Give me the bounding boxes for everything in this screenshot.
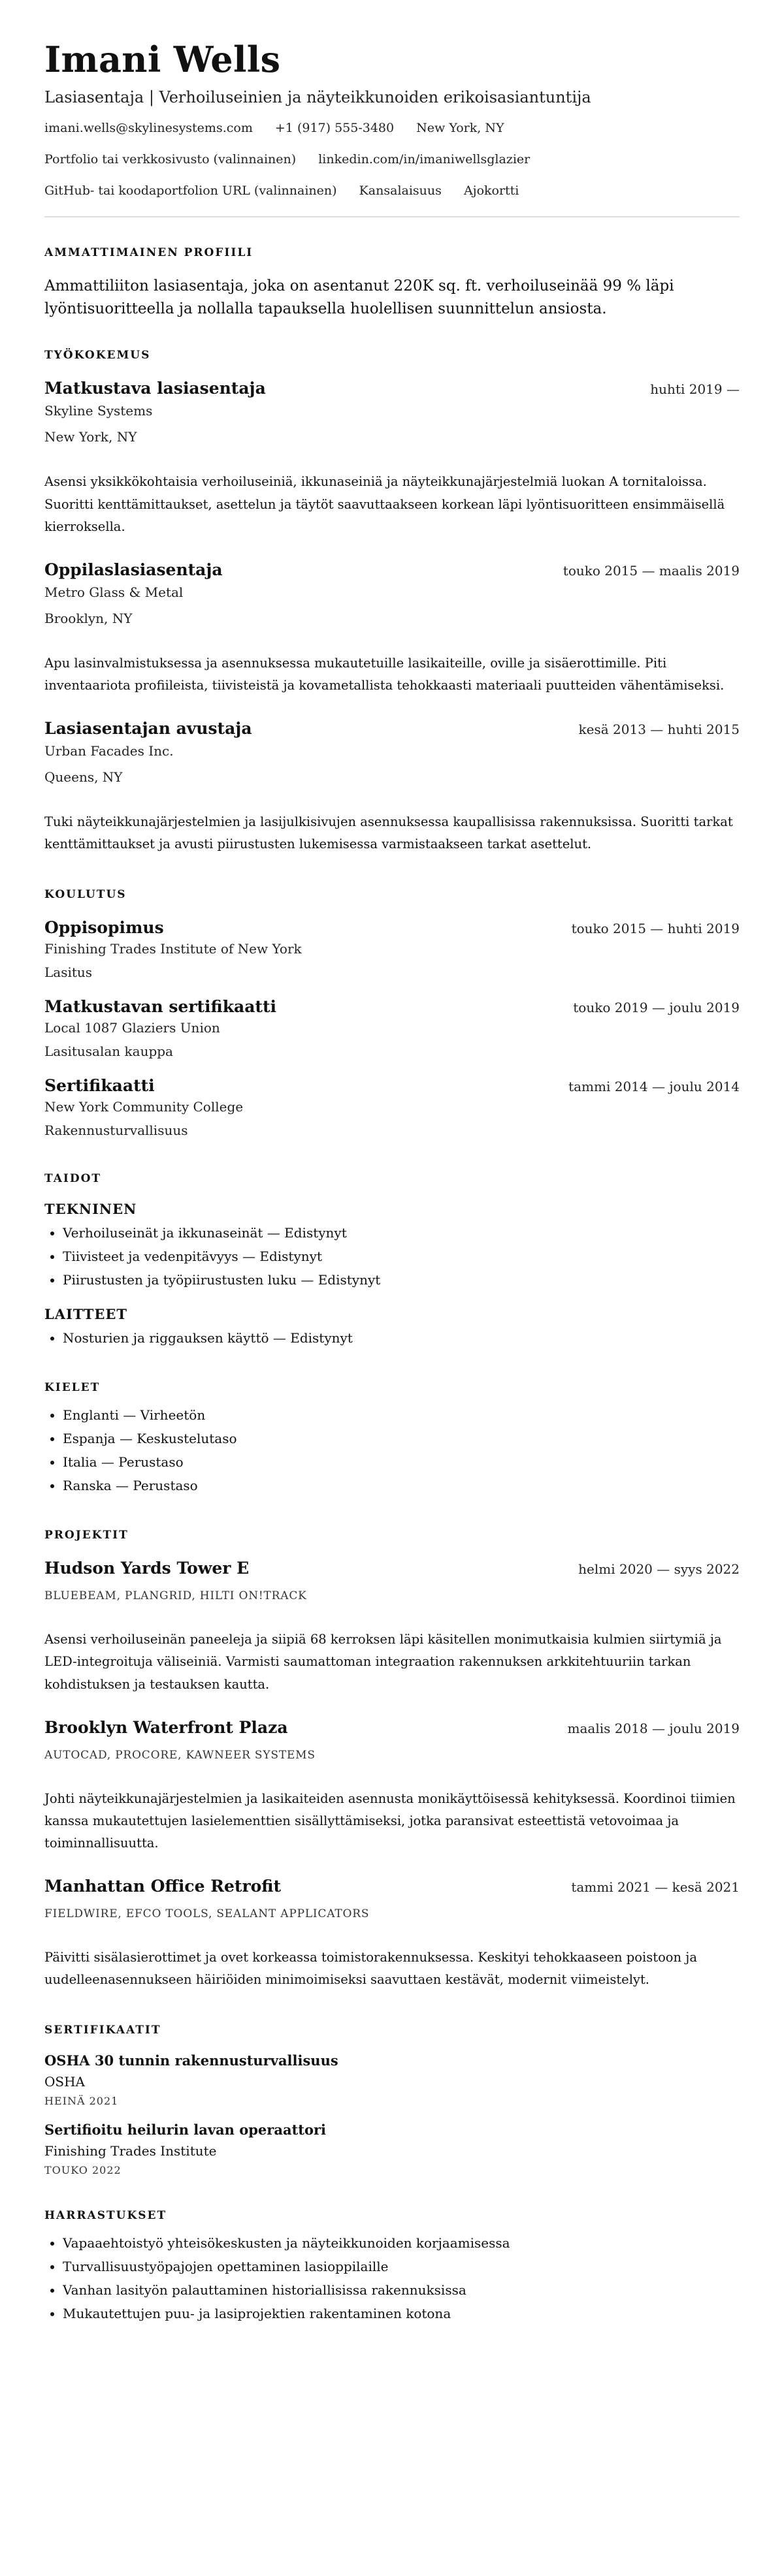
header-divider: [44, 216, 740, 217]
list-item: • Mukautettujen puu- ja lasiprojektien rakentaminen kotona: [63, 2302, 740, 2325]
contact-row-3: [44, 183, 740, 198]
list-item: • Espanja — Keskustelutaso: [63, 1427, 740, 1450]
candidate-name: Imani Wells: [44, 39, 281, 80]
job-dates: touko 2015 — maalis 2019: [563, 562, 740, 579]
certification-name: OSHA 30 tunnin rakennusturvallisuus: [44, 2052, 338, 2069]
education-entry: [44, 997, 740, 1059]
list-item: • Vapaaehtoistyö yhteisökeskusten ja näyteikkunoiden korjaamisessa: [63, 2231, 740, 2255]
github-link[interactable]: GitHub- tai koodaportfolion URL (valinnainen): [44, 183, 337, 199]
project-description: Asensi verhoiluseinän paneeleja ja siipiä 68 kerroksen läpi käsitellen monimutkaisia kulmien siirtymiä ja LED-integroituja väliseiniä. Varmisti saumattoman integraation rakennuksen arkkitehtuuriin tarkan kohdistuksen ja testauksen kautta.: [44, 1632, 722, 1692]
list-item: • Nosturien ja riggauksen käyttö — Edistynyt: [63, 1326, 740, 1350]
education-dates: touko 2015 — huhti 2019: [571, 921, 740, 937]
project-tools: AUTOCAD, PROCORE, KAWNEER SYSTEMS: [44, 1748, 316, 1762]
email-link[interactable]: imani.wells@skylinesystems.com: [44, 121, 253, 136]
project-name: Manhattan Office Retrofit: [44, 1877, 282, 1896]
list-item: • Tiivisteet ja vedenpitävyys — Edistynyt: [63, 1245, 740, 1268]
education-entry: [44, 918, 740, 980]
education-dates: tammi 2014 — joulu 2014: [568, 1079, 740, 1095]
portfolio-link[interactable]: Portfolio tai verkkosivusto (valinnainen): [44, 152, 297, 167]
certification-issuer: OSHA: [44, 2074, 85, 2090]
education-field: Lasitus: [44, 964, 93, 981]
project-tools: FIELDWIRE, EFCO TOOLS, SEALANT APPLICATORS: [44, 1907, 370, 1921]
degree-title: Sertifikaatti: [44, 1076, 155, 1096]
phone-link[interactable]: +1 (917) 555-3480: [274, 121, 395, 136]
list-item: • Turvallisuustyöpajojen opettaminen lasioppilaille: [63, 2255, 740, 2278]
citizenship-text: Kansalaisuus: [359, 183, 442, 199]
skill-group-title: TEKNINEN: [44, 1201, 137, 1218]
list-item: • Ranska — Perustaso: [63, 1474, 740, 1497]
certification-entry: [44, 2052, 740, 2107]
certification-entry: [44, 2122, 740, 2176]
job-company: Skyline Systems: [44, 403, 153, 419]
project-entry: [44, 1877, 740, 1991]
job-company: Metro Glass & Metal: [44, 584, 184, 600]
education-field: Rakennusturvallisuus: [44, 1122, 188, 1139]
drivers-license-text: Ajokortti: [463, 183, 519, 199]
certification-name: Sertifioitu heilurin lavan operaattori: [44, 2122, 327, 2139]
degree-title: Oppisopimus: [44, 918, 164, 938]
project-description: Johti näyteikkunajärjestelmien ja lasikaiteiden asennusta monikäyttöisessä kehityksessä. Koordinoi tiimien kanssa mukautettujen lasielementtien sisällyttämiseksi, jotka paransivat esteettistä vetovoimaa ja toiminnallisuutta.: [44, 1790, 736, 1851]
profile-summary: Ammattiliiton lasiasentaja, joka on asentanut 220K sq. ft. verhoiluseinää 99 % läpi lyöntisuoritteella ja nollalla tapauksella huolellisen suunnittelun ansiosta.: [44, 278, 674, 317]
project-dates: maalis 2018 — joulu 2019: [567, 1720, 740, 1736]
certification-date: TOUKO 2022: [44, 2164, 122, 2177]
job-description: Apu lasinvalmistuksessa ja asennuksessa mukautetuille lasikaiteille, oville ja sisäerottimille. Piti inventaariota profiileista, tiivisteistä ja kovametallista tehokkaasti materiaali puutteiden vähentämiseksi.: [44, 655, 725, 693]
project-dates: helmi 2020 — syys 2022: [578, 1561, 740, 1578]
job-location: Brooklyn, NY: [44, 610, 133, 626]
education-dates: touko 2019 — joulu 2019: [573, 1000, 740, 1016]
skill-list: [44, 1326, 740, 1350]
job-title: Matkustava lasiasentaja: [44, 379, 266, 398]
experience-entry: [44, 379, 740, 537]
location-text: New York, NY: [416, 121, 504, 136]
school-name: New York Community College: [44, 1099, 244, 1115]
school-name: Local 1087 Glaziers Union: [44, 1020, 220, 1036]
contact-row-2: [44, 152, 740, 167]
certification-date: HEINÄ 2021: [44, 2095, 119, 2108]
section-title-education: KOULUTUS: [44, 888, 127, 902]
project-dates: tammi 2021 — kesä 2021: [571, 1879, 740, 1896]
job-dates: kesä 2013 — huhti 2015: [578, 722, 740, 738]
job-location: Queens, NY: [44, 769, 123, 786]
education-field: Lasitusalan kauppa: [44, 1043, 173, 1060]
project-entry: [44, 1559, 740, 1695]
list-item: • Verhoiluseinät ja ikkunaseinät — Edistynyt: [63, 1221, 740, 1245]
job-title: Lasiasentajan avustaja: [44, 719, 252, 739]
section-title-certifications: SERTIFIKAATIT: [44, 2024, 161, 2037]
job-company: Urban Facades Inc.: [44, 743, 174, 759]
list-item: • Italia — Perustaso: [63, 1450, 740, 1474]
project-tools: BLUEBEAM, PLANGRID, HILTI ON!TRACK: [44, 1589, 307, 1603]
headline: Lasiasentaja | Verhoiluseinien ja näyteikkunoiden erikoisasiantuntija: [44, 88, 591, 107]
job-location: New York, NY: [44, 429, 137, 445]
project-name: Hudson Yards Tower E: [44, 1559, 250, 1578]
certification-issuer: Finishing Trades Institute: [44, 2143, 217, 2159]
linkedin-link[interactable]: linkedin.com/in/imaniwellsglazier: [318, 152, 531, 167]
job-dates: huhti 2019 —: [650, 381, 740, 398]
project-entry: [44, 1718, 740, 1854]
skill-group-title: LAITTEET: [44, 1306, 128, 1323]
section-title-languages: KIELET: [44, 1381, 101, 1395]
job-description: Tuki näyteikkunajärjestelmien ja lasijulkisivujen asennuksessa kaupallisissa rakennuksissa. Suoritti tarkat kenttämittaukset ja avusti piirustusten lukemisessa varmistaakseen tarkat asettelut.: [44, 814, 733, 852]
language-list: [44, 1403, 740, 1497]
school-name: Finishing Trades Institute of New York: [44, 941, 302, 957]
job-description: Asensi yksikkökohtaisia verhoiluseiniä, ikkunaseiniä ja näyteikkunajärjestelmiä luokan A tornitaloissa. Suoritti kenttämittaukset, asettelun ja täytöt saavuttaakseen korkean läpi lyöntisuoritteen ensimmäisellä kierroksella.: [44, 474, 725, 534]
experience-entry: [44, 719, 740, 855]
section-title-skills: TAIDOT: [44, 1172, 102, 1186]
degree-title: Matkustavan sertifikaatti: [44, 997, 277, 1017]
section-title-profile: AMMATTIMAINEN PROFIILI: [44, 246, 253, 260]
list-item: • Piirustusten ja työpiirustusten luku — Edistynyt: [63, 1268, 740, 1292]
list-item: • Englanti — Virheetön: [63, 1403, 740, 1427]
section-title-projects: PROJEKTIT: [44, 1529, 129, 1542]
section-title-experience: TYÖKOKEMUS: [44, 349, 151, 362]
skill-list: [44, 1221, 740, 1292]
list-item: • Vanhan lasityön palauttaminen historiallisissa rakennuksissa: [63, 2278, 740, 2302]
interest-list: [44, 2231, 740, 2325]
project-description: Päivitti sisälasierottimet ja ovet korkeassa toimistorakennuksessa. Keskityi tehokkaaseen poistoon ja uudelleenasennukseen häiriöiden minimoimiseksi saavuttaen kestävät, modernit viimeistelyt.: [44, 1950, 697, 1988]
education-entry: [44, 1076, 740, 1138]
job-title: Oppilaslasiasentaja: [44, 560, 223, 579]
section-title-interests: HARRASTUKSET: [44, 2209, 167, 2223]
experience-entry: [44, 560, 740, 697]
project-name: Brooklyn Waterfront Plaza: [44, 1717, 288, 1737]
contact-row-1: [44, 121, 740, 135]
